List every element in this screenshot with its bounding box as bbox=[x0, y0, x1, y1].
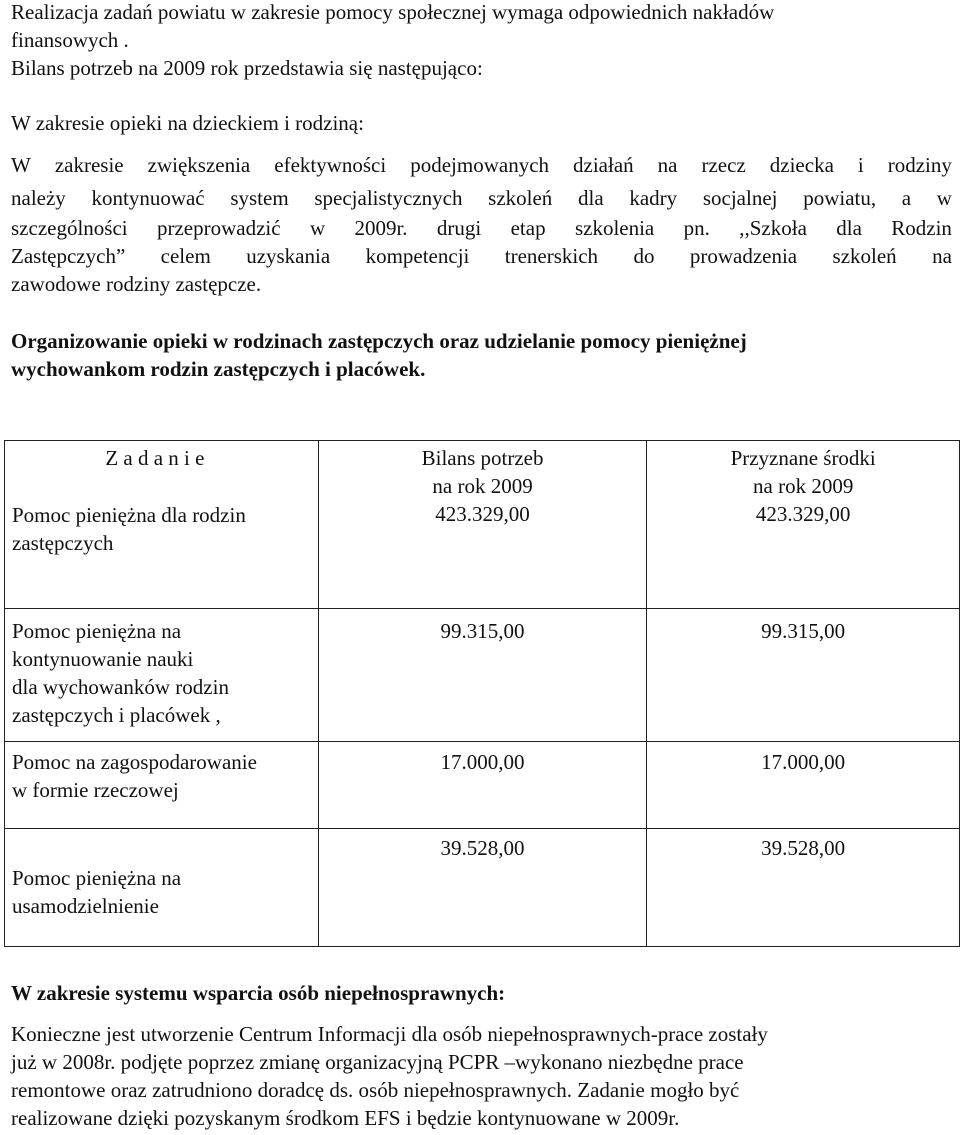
need-cell bbox=[318, 441, 647, 609]
word: rzecz bbox=[701, 153, 746, 177]
funding-table bbox=[4, 440, 960, 947]
section2-heading-line-2: wychowankom rodzin zastępczych i placówek. bbox=[11, 357, 426, 381]
task-line: Pomoc pieniężna na bbox=[12, 866, 182, 890]
word: do bbox=[633, 244, 655, 268]
column-header-granted-year: na rok 2009 bbox=[753, 474, 854, 498]
word: szkoleń bbox=[488, 186, 553, 210]
granted-cell bbox=[647, 829, 960, 947]
section1-para-line-3 bbox=[11, 215, 952, 241]
word: Zastępczych” bbox=[11, 244, 126, 268]
table-row bbox=[5, 441, 960, 609]
section1-para-line-1 bbox=[11, 152, 952, 178]
word: szczególności bbox=[11, 216, 128, 240]
granted-value: 99.315,00 bbox=[761, 619, 846, 643]
section1-para-line-4 bbox=[11, 243, 952, 269]
task-cell bbox=[5, 441, 319, 609]
word: dziecka bbox=[769, 153, 834, 177]
need-value: 99.315,00 bbox=[440, 619, 525, 643]
task-line: Pomoc na zagospodarowanie bbox=[12, 750, 257, 774]
word: przeprowadzić bbox=[156, 216, 281, 240]
granted-cell bbox=[647, 742, 960, 829]
word: ,,Szkoła bbox=[739, 216, 807, 240]
word: szkoleń bbox=[832, 244, 897, 268]
section2-heading-line-1: Organizowanie opieki w rodzinach zastępczych oraz udzielanie pomocy pieniężnej bbox=[11, 329, 747, 353]
column-header-task: Z a d a n i e bbox=[105, 446, 205, 470]
word: 2009r. bbox=[354, 216, 408, 240]
table-row bbox=[5, 829, 960, 947]
section3-para-line-2: już w 2008r. podjęte poprzez zmianę organizacyjną PCPR –wykonano niezbędne prace bbox=[11, 1050, 744, 1074]
word: dla bbox=[578, 186, 604, 210]
word: kadry bbox=[629, 186, 678, 210]
word: system bbox=[230, 186, 289, 210]
word: w bbox=[936, 186, 952, 210]
word: etap bbox=[510, 216, 546, 240]
task-cell bbox=[5, 829, 319, 947]
intro-line-3: Bilans potrzeb na 2009 rok przedstawia się następująco: bbox=[11, 56, 483, 80]
word: zwiększenia bbox=[147, 153, 251, 177]
need-cell bbox=[318, 609, 647, 742]
need-value: 39.528,00 bbox=[440, 836, 525, 860]
word: celem bbox=[160, 244, 211, 268]
need-cell bbox=[318, 742, 647, 829]
word: prowadzenia bbox=[689, 244, 798, 268]
column-header-granted: Przyznane środki bbox=[730, 446, 876, 470]
need-value: 17.000,00 bbox=[440, 750, 525, 774]
word: w bbox=[309, 216, 326, 240]
task-cell bbox=[5, 742, 319, 829]
word: trenerskich bbox=[504, 244, 599, 268]
need-value: 423.329,00 bbox=[435, 502, 530, 526]
word: socjalnej bbox=[702, 186, 778, 210]
word: podejmowanych bbox=[410, 153, 550, 177]
granted-cell bbox=[647, 609, 960, 742]
word: należy bbox=[11, 186, 66, 210]
granted-value: 17.000,00 bbox=[761, 750, 846, 774]
word: a bbox=[901, 186, 912, 210]
task-line: zastępczych i placówek , bbox=[12, 703, 221, 727]
word: pn. bbox=[683, 216, 710, 240]
word: kontynuować bbox=[91, 186, 205, 210]
word: powiatu, bbox=[803, 186, 877, 210]
column-header-need-year: na rok 2009 bbox=[432, 474, 533, 498]
section3-para-line-3: remontowe oraz zatrudniono doradcę ds. osób niepełnosprawnych. Zadanie mogło być bbox=[11, 1078, 740, 1102]
word: efektywności bbox=[274, 153, 387, 177]
column-header-need: Bilans potrzeb bbox=[421, 446, 544, 470]
task-line: usamodzielnienie bbox=[12, 894, 159, 918]
word: rodziny bbox=[887, 153, 952, 177]
word: drugi bbox=[436, 216, 482, 240]
word: na bbox=[932, 244, 952, 268]
section1-heading: W zakresie opieki na dzieckiem i rodziną: bbox=[11, 111, 364, 135]
task-line: zastępczych bbox=[12, 531, 114, 555]
granted-value: 39.528,00 bbox=[761, 836, 846, 860]
section1-para-line-5: zawodowe rodziny zastępcze. bbox=[11, 272, 262, 296]
task-line: Pomoc pieniężna na bbox=[12, 619, 182, 643]
section1-para-line-2 bbox=[11, 185, 952, 211]
section3-para-line-1: Konieczne jest utworzenie Centrum Informacji dla osób niepełnosprawnych-prace zostały bbox=[11, 1022, 768, 1046]
intro-line-2: finansowych . bbox=[11, 28, 129, 52]
word: dla bbox=[836, 216, 862, 240]
word: kompetencji bbox=[365, 244, 470, 268]
task-line: dla wychowanków rodzin bbox=[12, 675, 229, 699]
word: zakresie bbox=[54, 153, 124, 177]
word: Rodzin bbox=[891, 216, 952, 240]
table-row bbox=[5, 609, 960, 742]
word: specjalistycznych bbox=[314, 186, 463, 210]
task-line: Pomoc pieniężna dla rodzin bbox=[12, 503, 246, 527]
word: W bbox=[11, 153, 31, 177]
task-cell bbox=[5, 609, 319, 742]
table-row bbox=[5, 742, 960, 829]
need-cell bbox=[318, 829, 647, 947]
intro-line-1: Realizacja zadań powiatu w zakresie pomocy społecznej wymaga odpowiednich nakładów bbox=[11, 0, 775, 24]
word: działań bbox=[573, 153, 634, 177]
section3-para-line-4: realizowane dzięki pozyskanym środkom EFS i będzie kontynuowane w 2009r. bbox=[11, 1106, 680, 1130]
word: uzyskania bbox=[246, 244, 331, 268]
word: na bbox=[657, 153, 678, 177]
granted-cell bbox=[647, 441, 960, 609]
word: szkolenia bbox=[574, 216, 655, 240]
task-line: w formie rzeczowej bbox=[12, 778, 179, 802]
granted-value: 423.329,00 bbox=[755, 502, 851, 526]
task-line: kontynuowanie nauki bbox=[12, 647, 194, 671]
section3-heading: W zakresie systemu wsparcia osób niepełnosprawnych: bbox=[11, 981, 506, 1005]
word: i bbox=[857, 153, 864, 177]
